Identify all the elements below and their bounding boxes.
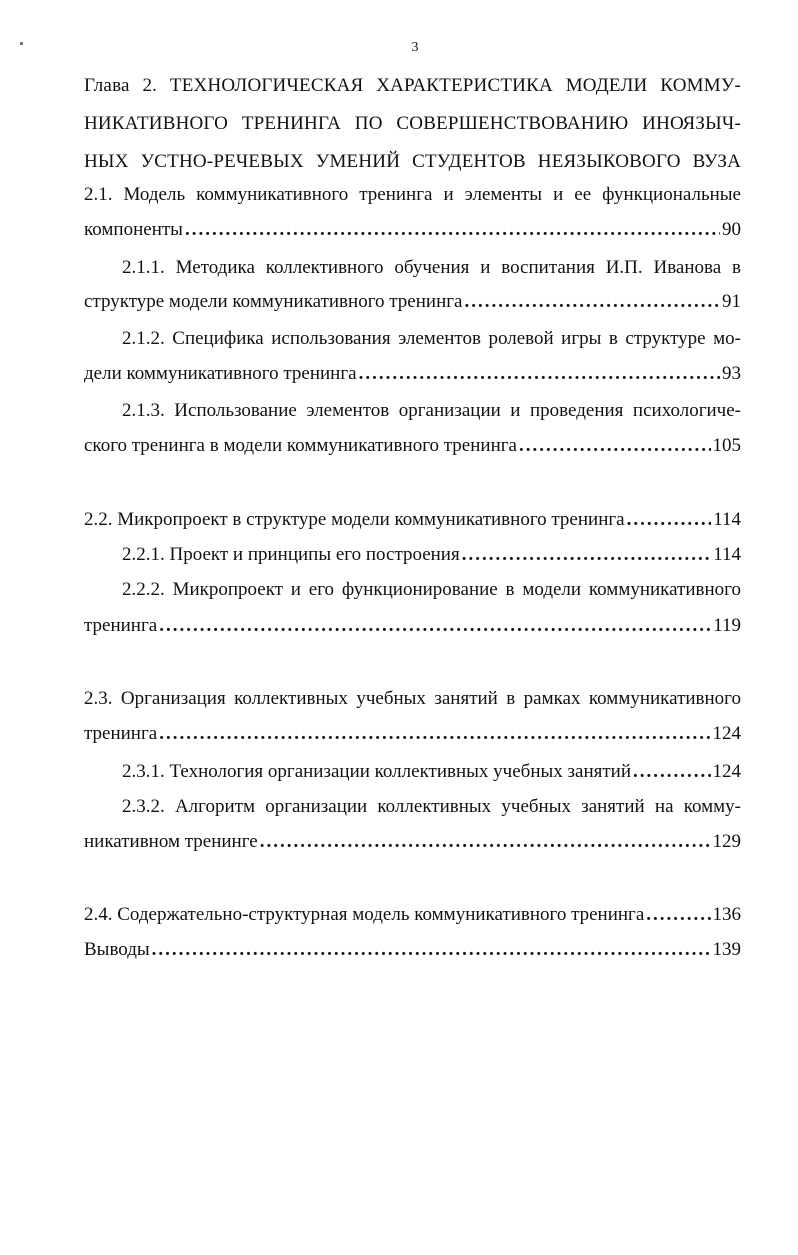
toc-2-2-page: 114: [713, 509, 741, 530]
toc-2-2-title: 2.2. Микропроект в структуре модели коммуникативного тренинга: [84, 509, 625, 530]
toc-2-4-title: 2.4. Содержательно-структурная модель коммуникативного тренинга: [84, 904, 645, 925]
toc-2-4-page: 136: [712, 904, 741, 925]
toc-2-1-page: 90: [722, 219, 741, 240]
toc-2-1-3-title-cont: ского тренинга в модели коммуникативного тренинга: [84, 435, 517, 456]
dot-leader: [633, 760, 710, 784]
page-number: 3: [411, 40, 419, 55]
toc-2-2-2-entry: [84, 614, 741, 638]
toc-2-3-1-page: 124: [712, 761, 741, 782]
toc-2-2-1-title: 2.2.1. Проект и принципы его построения: [122, 544, 460, 565]
toc-2-1-1-title: 2.1.1. Методика коллективного обучения и воспитания И.П. Иванова в: [122, 257, 741, 278]
toc-2-1-2-entry: [84, 362, 741, 386]
toc-conclusions-page: 139: [712, 939, 741, 960]
toc-2-3-2-page: 129: [712, 831, 741, 852]
toc-2-4-entry: [84, 903, 741, 927]
toc-2-1-2-title-cont: дели коммуникативного тренинга: [84, 363, 357, 384]
dot-leader: [462, 543, 711, 567]
toc-conclusions-title: Выводы: [84, 939, 150, 960]
toc-2-1-title: 2.1. Модель коммуникативного тренинга и элементы и ее функциональные: [84, 184, 741, 205]
toc-2-1-2-title: 2.1.2. Специфика использования элементов ролевой игры в структуре мо-: [122, 328, 741, 349]
toc-2-1-1-title-cont: структуре модели коммуникативного тренинга: [84, 291, 463, 312]
dot-leader: [519, 434, 711, 458]
chapter-heading-line-1: Глава 2. ТЕХНОЛОГИЧЕСКАЯ ХАРАКТЕРИСТИКА МОДЕЛИ КОММУ-: [84, 75, 741, 96]
toc-2-1-3-page: 105: [712, 435, 741, 456]
chapter-heading-line-2: НИКАТИВНОГО ТРЕНИНГА ПО СОВЕРШЕНСТВОВАНИЮ ИНОЯЗЫЧ-: [84, 113, 741, 134]
toc-2-2-entry: [84, 508, 741, 532]
toc-2-3-1-title: 2.3.1. Технология организации коллективных учебных занятий: [122, 761, 632, 782]
toc-2-3-1-entry: [122, 760, 741, 784]
dot-leader: [359, 362, 720, 386]
dot-leader: [159, 722, 710, 746]
toc-2-1-3-entry: [84, 434, 741, 458]
toc-2-1-entry: [84, 218, 741, 242]
toc-2-2-1-page: 114: [713, 544, 741, 565]
dot-leader: [185, 218, 720, 242]
dot-leader: [152, 938, 711, 962]
dot-leader: [260, 830, 711, 854]
dot-leader: [627, 508, 712, 532]
dot-leader: [159, 614, 711, 638]
toc-2-1-3-title: 2.1.3. Использование элементов организации и проведения психологиче-: [122, 400, 741, 421]
toc-2-3-2-title-cont: никативном тренинге: [84, 831, 258, 852]
toc-2-2-2-title-cont: тренинга: [84, 615, 158, 636]
toc-2-3-entry: [84, 722, 741, 746]
toc-2-1-title-cont: компоненты: [84, 219, 183, 240]
toc-2-2-1-entry: [122, 543, 741, 567]
toc-2-1-1-entry: [84, 290, 741, 314]
dot-leader: [646, 903, 710, 927]
toc-2-3-2-title: 2.3.2. Алгоритм организации коллективных учебных занятий на комму-: [122, 796, 741, 817]
toc-2-2-2-title: 2.2.2. Микропроект и его функционирование в модели коммуникативного: [122, 579, 741, 600]
toc-conclusions-entry: [84, 938, 741, 962]
toc-2-3-title-cont: тренинга: [84, 723, 158, 744]
chapter-heading-line-3: НЫХ УСТНО-РЕЧЕВЫХ УМЕНИЙ СТУДЕНТОВ НЕЯЗЫКОВОГО ВУЗА: [84, 151, 741, 172]
toc-2-1-2-page: 93: [722, 363, 741, 384]
toc-2-2-2-page: 119: [713, 615, 741, 636]
toc-2-3-page: 124: [712, 723, 741, 744]
toc-2-3-2-entry: [84, 830, 741, 854]
toc-2-1-1-page: 91: [722, 291, 741, 312]
toc-2-3-title: 2.3. Организация коллективных учебных занятий в рамках коммуникативного: [84, 688, 741, 709]
dot-leader: [464, 290, 720, 314]
